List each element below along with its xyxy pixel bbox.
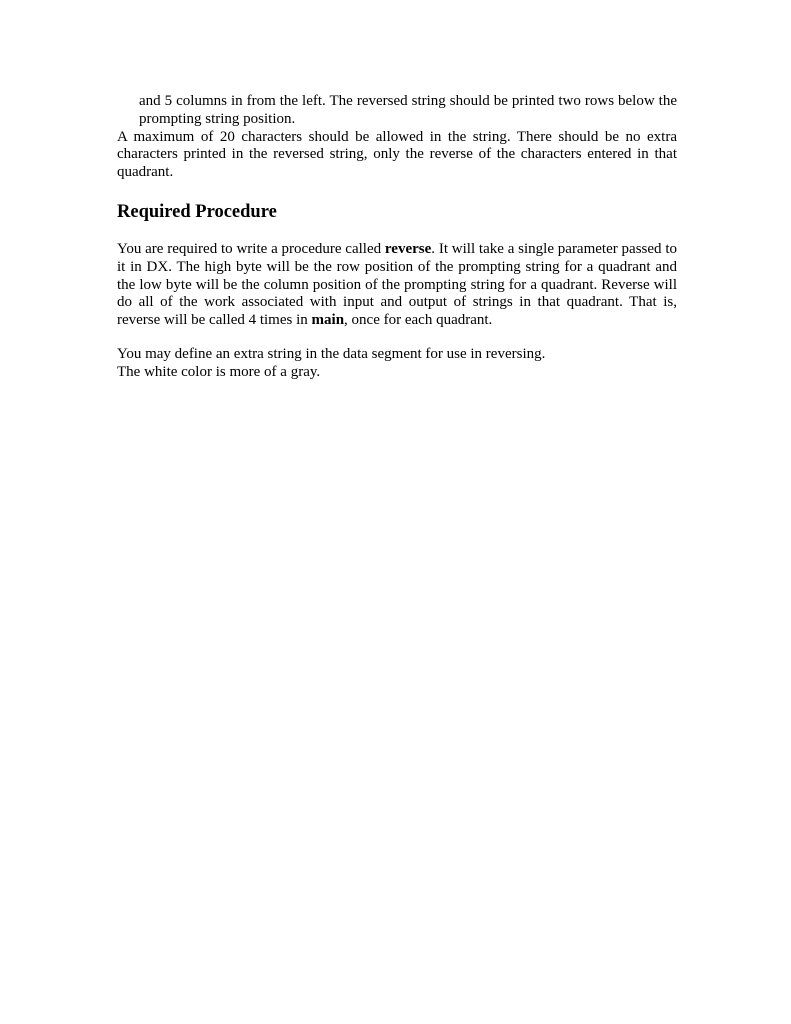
section-heading: Required Procedure [117, 201, 277, 222]
extra-string-line: You may define an extra string in the data segment for use in reversing. [117, 345, 546, 362]
max-characters-paragraph: A maximum of 20 characters should be allowed in the string. There should be no extra characters printed in the reversed string, only the reverse of the characters entered in that quadrant. [117, 128, 677, 181]
procedure-text-start: You are required to write a procedure called [117, 240, 385, 257]
document-page [117, 93, 677, 382]
main-keyword: main [311, 312, 345, 329]
procedure-text-end: , once for each quadrant. [344, 312, 493, 329]
indented-continuation-paragraph: and 5 columns in from the left. The reversed string should be printed two rows below the prompting string position. [139, 93, 677, 127]
paragraph-spacer [117, 330, 677, 346]
reverse-keyword: reverse [384, 240, 432, 257]
gray-color-note-line: The white color is more of a gray. [117, 363, 321, 380]
procedure-description-paragraph [117, 241, 677, 330]
procedure-text-middle: . It will take a single parameter passed to it in DX. The high byte will be the row position of the prompting string for a quadrant and the low byte will be the column position of the prompting string for a quadrant. Reverse will do all of the work associated with input and output of strings in that quadrant. That is, reverse will be called 4 times in [117, 240, 677, 329]
